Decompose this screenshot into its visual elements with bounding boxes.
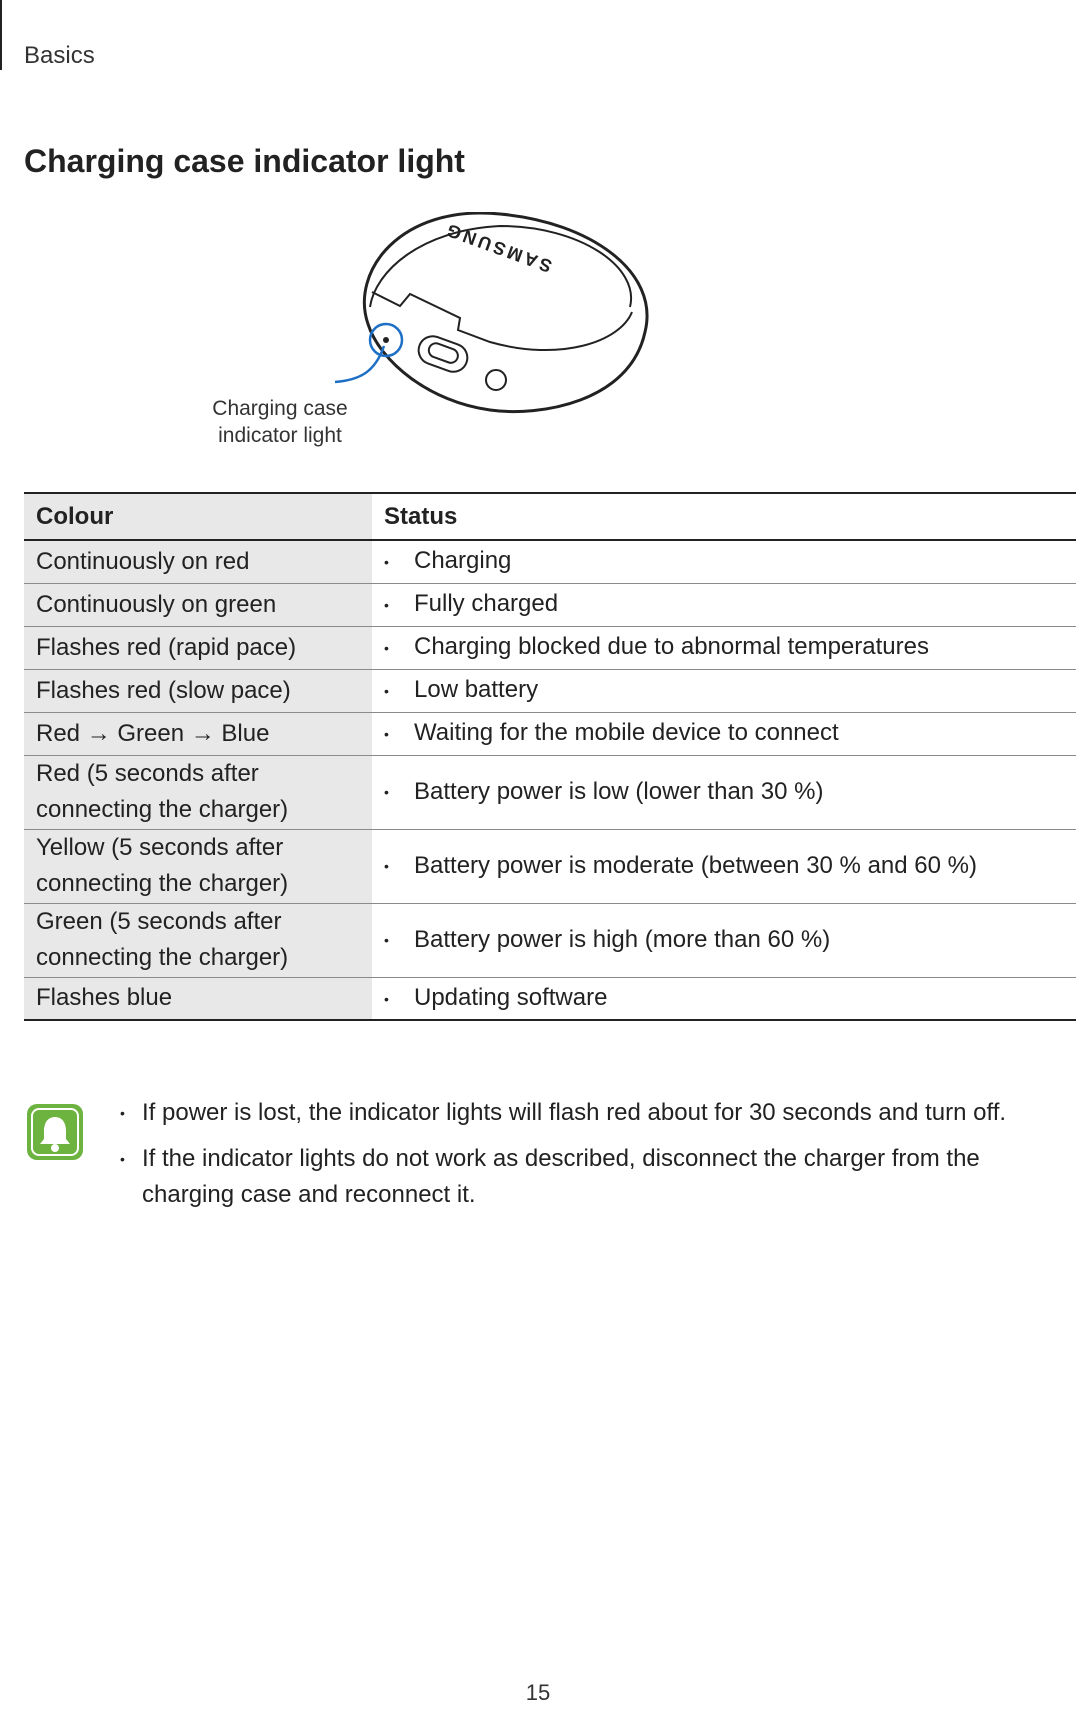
status-text: Updating software — [414, 983, 608, 1011]
note-list — [120, 1095, 1070, 1223]
colour-cell: Flashes red (slow pace) — [24, 669, 372, 712]
table-row — [24, 829, 1076, 903]
status-cell — [372, 540, 1076, 583]
table-header-row — [24, 493, 1076, 540]
bullet-icon: • — [384, 682, 389, 699]
status-cell — [372, 829, 1076, 903]
table-row — [24, 583, 1076, 626]
bullet-icon: • — [384, 858, 389, 875]
status-cell — [372, 669, 1076, 712]
bullet-icon: • — [120, 1151, 125, 1167]
indicator-light-callout — [200, 395, 360, 449]
bullet-icon: • — [384, 932, 389, 949]
colour-cell: Flashes blue — [24, 977, 372, 1020]
bullet-icon: • — [384, 554, 389, 571]
status-text: Waiting for the mobile device to connect — [414, 719, 839, 747]
callout-line-2: indicator light — [218, 424, 342, 447]
page-title: Charging case indicator light — [24, 143, 465, 179]
table-row — [24, 755, 1076, 829]
status-cell — [372, 583, 1076, 626]
note-item — [120, 1095, 1070, 1131]
note-text: If power is lost, the indicator lights will flash red about for 30 seconds and turn off. — [142, 1099, 1007, 1126]
colour-cell: Green (5 seconds after connecting the charger) — [24, 903, 372, 977]
table-row — [24, 626, 1076, 669]
bullet-icon: • — [384, 639, 389, 656]
header-status: Status — [372, 493, 1076, 540]
status-text: Low battery — [414, 676, 539, 704]
bullet-icon: • — [384, 784, 389, 801]
status-text: Battery power is high (more than 60 %) — [414, 925, 831, 953]
status-cell — [372, 755, 1076, 829]
colour-cell: Red → Green → Blue — [24, 712, 372, 755]
colour-cell: Flashes red (rapid pace) — [24, 626, 372, 669]
table-row — [24, 540, 1076, 583]
note-text: If the indicator lights do not work as described, disconnect the charger from the charging case and reconnect it. — [142, 1145, 980, 1208]
page-number: 15 — [525, 1680, 551, 1705]
status-text: Battery power is moderate (between 30 % and 60 %) — [414, 851, 977, 879]
colour-cell: Continuously on green — [24, 583, 372, 626]
colour-cell: Continuously on red — [24, 540, 372, 583]
status-cell — [372, 977, 1076, 1020]
status-cell — [372, 712, 1076, 755]
status-cell — [372, 626, 1076, 669]
indicator-status-table — [24, 492, 1076, 1021]
table-row — [24, 712, 1076, 755]
status-text: Fully charged — [414, 590, 559, 618]
bullet-icon: • — [384, 596, 389, 613]
status-text: Charging blocked due to abnormal temperatures — [414, 633, 929, 661]
note-item — [120, 1141, 1070, 1213]
colour-cell: Yellow (5 seconds after connecting the charger) — [24, 829, 372, 903]
status-cell — [372, 903, 1076, 977]
bullet-icon: • — [384, 725, 389, 742]
table-row — [24, 669, 1076, 712]
section-label: Basics — [24, 42, 95, 69]
header-colour: Colour — [24, 493, 372, 540]
colour-cell: Red (5 seconds after connecting the charger) — [24, 755, 372, 829]
bullet-icon: • — [384, 990, 389, 1007]
status-text: Charging — [414, 547, 512, 575]
margin-rule — [0, 0, 2, 70]
brand-logo-text: SAMSUNG — [441, 218, 555, 277]
bullet-icon: • — [120, 1105, 125, 1121]
table-row — [24, 903, 1076, 977]
note-bell-icon — [26, 1103, 84, 1161]
table-row — [24, 977, 1076, 1020]
status-text: Battery power is low (lower than 30 %) — [414, 777, 824, 805]
callout-line-1: Charging case — [212, 397, 348, 420]
